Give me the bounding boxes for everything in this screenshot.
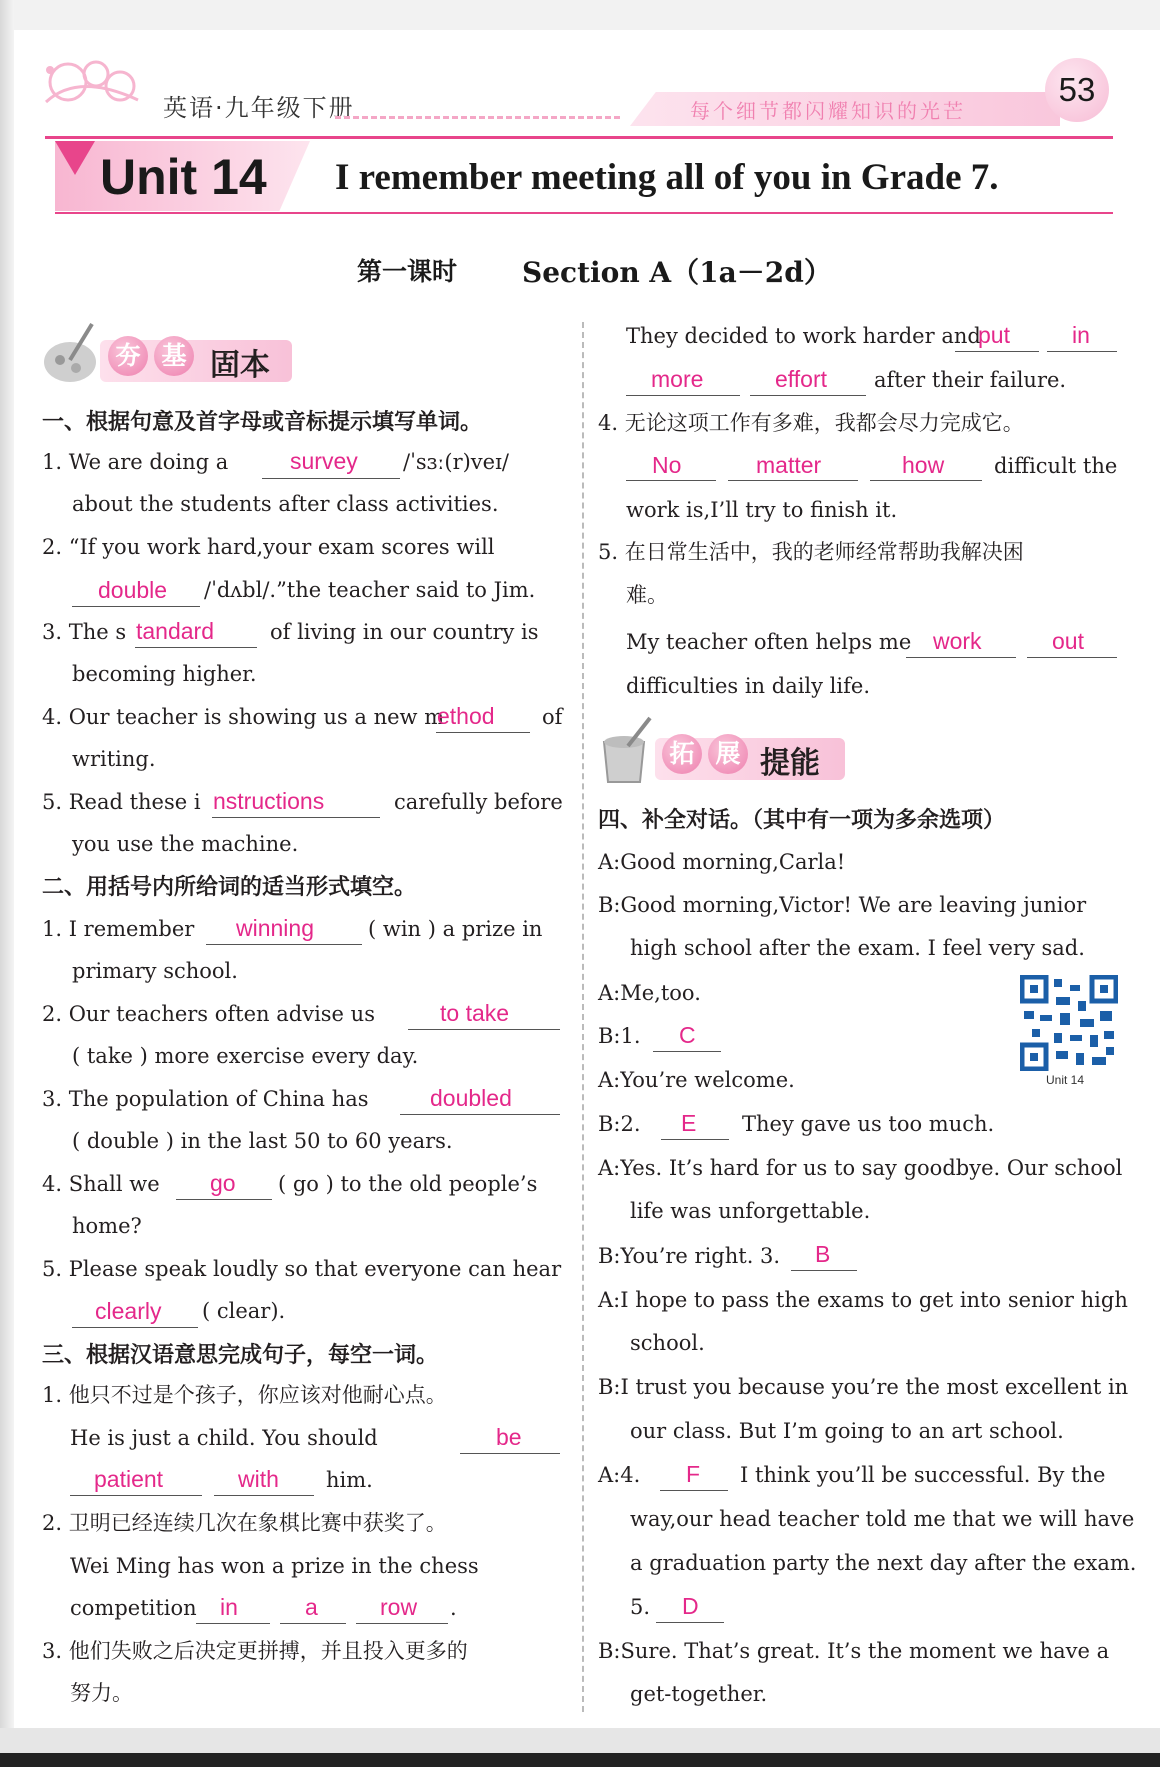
dialog-line-11: A:I hope to pass the exams to get into senior high: [598, 1288, 1128, 1312]
qr-code-icon: [1020, 975, 1118, 1071]
p1-q3-answer: tandard: [136, 618, 215, 644]
p1-q1-answer: survey: [290, 448, 358, 474]
p3-q3-answer2: in: [1072, 322, 1090, 348]
extend-badge-2: 展: [708, 734, 748, 774]
p1-q3-cont: of living in our country is: [270, 620, 539, 644]
lesson-section: Section A（1a－2d）: [522, 256, 832, 289]
dialog-line-15b: I think you’ll be successful. By the: [740, 1463, 1106, 1487]
dialog-line-15: A:4.: [598, 1463, 641, 1487]
p2-q2-answer: to take: [440, 1000, 510, 1026]
page-bottom-edge: [0, 1728, 1160, 1767]
p2-q1-text: 1. I remember: [42, 917, 195, 941]
p2-q5-answer: clearly: [95, 1298, 162, 1324]
p3-q4-answer1: No: [652, 452, 682, 478]
unit-top-rule: [45, 136, 1113, 139]
dialog-line-9: life was unforgettable.: [630, 1199, 871, 1223]
dialog-line-18: 5.: [630, 1595, 651, 1619]
paint-palette-icon: [40, 320, 100, 386]
floral-ornament-icon: [38, 52, 148, 112]
p3-q3-cn: 3. 他们失败之后决定更拼搏，并且投入更多的: [42, 1639, 468, 1663]
dialog-line-12: school.: [630, 1331, 705, 1355]
p3-q5-cont: difficulties in daily life.: [626, 674, 870, 698]
dialog-line-16: way,our head teacher told me that we will have: [630, 1507, 1135, 1531]
dialog-line-1: A:Good morning,Carla!: [598, 850, 846, 874]
unit-bottom-rule: [55, 212, 1113, 214]
p2-q3-answer: doubled: [430, 1085, 512, 1111]
p1-q3-cont2: becoming higher.: [72, 662, 257, 686]
p1-q5-text: 5. Read these i: [42, 790, 201, 814]
p2-q4-answer: go: [210, 1170, 236, 1196]
p3-q5-text: My teacher often helps me: [626, 630, 912, 654]
p1-q4-cont: of: [542, 705, 563, 729]
p1-q4-answer: ethod: [437, 703, 495, 729]
dialog-line-14: our class. But I’m going to an art school.: [630, 1419, 1064, 1443]
p3-q2-period: .: [450, 1596, 457, 1620]
dialog-answer-1: C: [679, 1022, 696, 1048]
p3-q2-answer3: row: [380, 1594, 418, 1620]
p1-q4-cont2: writing.: [72, 747, 156, 771]
p3-q1-cn: 1. 他只不过是个孩子，你应该对他耐心点。: [42, 1383, 447, 1407]
p1-q2-cont: /ˈdʌbl/.”the teacher said to Jim.: [204, 578, 536, 602]
dialog-answer-4: F: [686, 1461, 701, 1487]
dialog-line-8: A:Yes. It’s hard for us to say goodbye. Our school: [598, 1156, 1123, 1180]
dialog-line-20: get-together.: [630, 1682, 768, 1706]
part4-heading: 四、补全对话。（其中有一项为多余选项）: [598, 808, 1006, 833]
p3-q2-answer1: in: [220, 1594, 238, 1620]
extend-badge-1: 拓: [662, 734, 702, 774]
p3-q1-answer2: patient: [94, 1466, 164, 1492]
p3-q5-cn: 5. 在日常生活中，我的老师经常帮助我解决困: [598, 540, 1024, 564]
p2-q4-cont2: home?: [72, 1214, 142, 1238]
page-number: 53: [1045, 58, 1109, 122]
dialog-line-6: A:You’re welcome.: [598, 1068, 795, 1092]
p1-q5-answer: nstructions: [213, 788, 325, 814]
p2-q5-text: 5. Please speak loudly so that everyone can hear: [42, 1257, 562, 1281]
dialog-line-3: high school after the exam. I feel very sad.: [630, 936, 1085, 960]
p2-q1-cont: ( win ) a prize in: [368, 917, 543, 941]
p2-q2-text: 2. Our teachers often advise us: [42, 1002, 375, 1026]
p3-q3-answer1: put: [978, 322, 1010, 348]
p3-q3-cn2: 努力。: [70, 1681, 133, 1705]
header-dashes: [335, 116, 620, 119]
part2-heading: 二、用括号内所给词的适当形式填空。: [42, 875, 417, 900]
p3-q5-answer2: out: [1052, 628, 1084, 654]
unit-corner-triangle-icon: [55, 141, 95, 177]
p3-q4-answer3: how: [902, 452, 945, 478]
p3-q4-cont: difficult the: [994, 454, 1118, 478]
lesson-period: 第一课时: [357, 257, 458, 286]
p3-q1-answer3: with: [238, 1466, 279, 1492]
dialog-line-19: B:Sure. That’s great. It’s the moment we have a: [598, 1639, 1110, 1663]
p3-q3-cont: after their failure.: [874, 368, 1067, 392]
p3-q3-text: They decided to work harder and: [626, 324, 981, 348]
dialog-line-17: a graduation party the next day after the exam.: [630, 1551, 1137, 1575]
p2-q1-answer: winning: [236, 915, 314, 941]
p2-q3-cont: ( double ) in the last 50 to 60 years.: [72, 1129, 453, 1153]
basic-badge-2: 基: [154, 336, 194, 376]
dialog-answer-2: E: [681, 1110, 697, 1136]
p3-q2-cont: competition: [70, 1596, 197, 1620]
p1-q1-phonetic: /ˈsɜː(r)veɪ/: [403, 450, 509, 474]
p2-q3-text: 3. The population of China has: [42, 1087, 369, 1111]
p3-q2-cn: 2. 卫明已经连续几次在象棋比赛中获奖了。: [42, 1511, 447, 1535]
p3-q4-answer2: matter: [756, 452, 822, 478]
dialog-line-4: A:Me,too.: [598, 981, 701, 1005]
column-divider: [582, 322, 584, 1712]
unit-label: Unit 14: [100, 149, 267, 205]
p3-q4-cn: 4. 无论这项工作有多难，我都会尽力完成它。: [598, 411, 1024, 435]
p2-q4-text: 4. Shall we: [42, 1172, 160, 1196]
p3-q1-cont: him.: [326, 1468, 373, 1492]
p3-q1-answer1: be: [496, 1424, 522, 1450]
p1-q5-cont: carefully before: [394, 790, 563, 814]
p3-q2-text: Wei Ming has won a prize in the chess: [70, 1554, 479, 1578]
book-title: 英语·九年级下册: [163, 94, 355, 122]
page-top-margin: [0, 0, 1160, 30]
p3-q2-answer2: a: [305, 1594, 318, 1620]
extend-banner-word: 提能: [760, 746, 820, 781]
p3-q3-answer3: more: [651, 366, 704, 392]
basic-badge-1: 夯: [108, 336, 148, 376]
dialog-line-10: B:You’re right. 3.: [598, 1244, 781, 1268]
dialog-line-13: B:I trust you because you’re the most excellent in: [598, 1375, 1129, 1399]
p2-q2-cont: ( take ) more exercise every day.: [72, 1044, 419, 1068]
p1-q4-text: 4. Our teacher is showing us a new m: [42, 705, 445, 729]
part3-heading: 三、根据汉语意思完成句子，每空一词。: [42, 1343, 439, 1368]
p1-q1-cont: about the students after class activities.: [72, 492, 499, 516]
dialog-line-2: B:Good morning,Victor! We are leaving junior: [598, 893, 1087, 917]
paint-bucket-icon: [598, 716, 658, 786]
unit-title: I remember meeting all of you in Grade 7.: [335, 157, 999, 198]
p3-q5-answer1: work: [933, 628, 982, 654]
dialog-line-7: B:2.: [598, 1112, 641, 1136]
p2-q5-cont: ( clear).: [202, 1299, 286, 1323]
dialog-line-5: B:1.: [598, 1024, 641, 1048]
basic-banner-word: 固本: [210, 348, 270, 383]
part1-heading: 一、根据句意及首字母或音标提示填写单词。: [42, 410, 483, 435]
p1-q1-text: 1. We are doing a: [42, 450, 229, 474]
header-motto: 每个细节都闪耀知识的光芒: [690, 99, 966, 123]
p1-q5-cont2: you use the machine.: [72, 832, 299, 856]
p3-q5-cn2: 难。: [626, 583, 668, 607]
p3-q4-cont2: work is,I’ll try to finish it.: [626, 498, 898, 522]
qr-caption: Unit 14: [1046, 1073, 1085, 1087]
p1-q3-text: 3. The s: [42, 620, 127, 644]
p3-q3-answer4: effort: [775, 366, 827, 392]
p1-q2-text: 2. “If you work hard,your exam scores will: [42, 535, 495, 559]
p3-q1-text: He is just a child. You should: [70, 1426, 378, 1450]
dialog-answer-3: B: [815, 1241, 831, 1267]
dialog-line-7b: They gave us too much.: [742, 1112, 995, 1136]
page-left-shadow: [0, 0, 14, 1767]
p2-q4-cont: ( go ) to the old people’s: [278, 1172, 538, 1196]
dialog-answer-5: D: [682, 1593, 699, 1619]
p1-q2-answer: double: [98, 577, 168, 603]
p2-q1-cont2: primary school.: [72, 959, 238, 983]
